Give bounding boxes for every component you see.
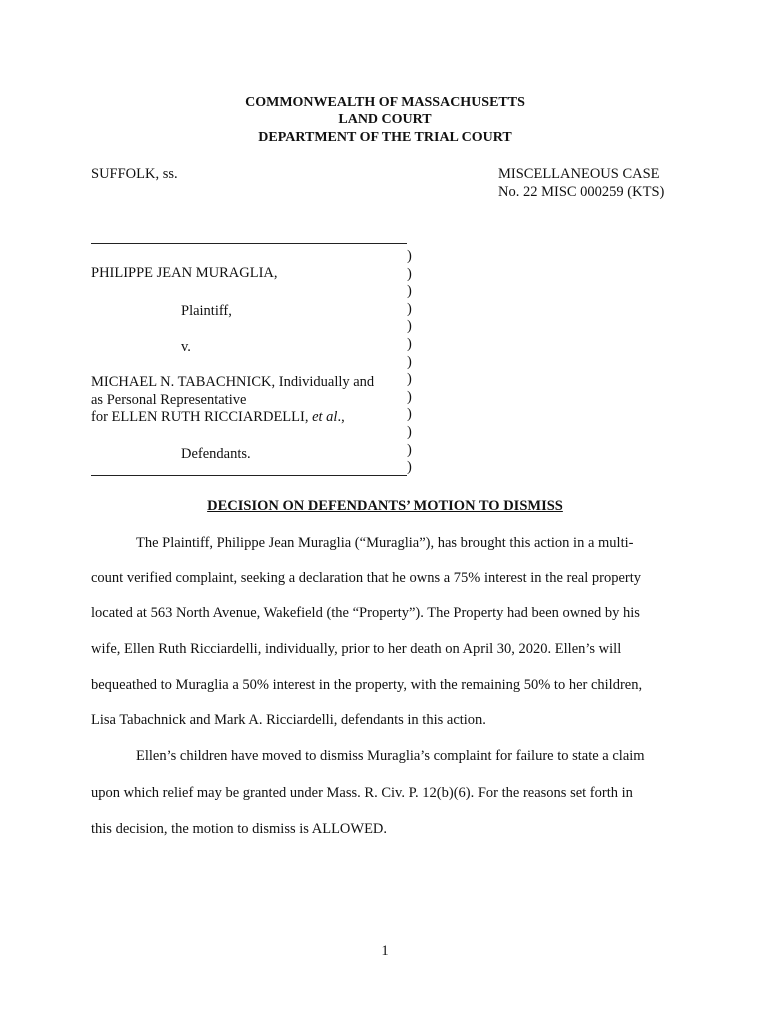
body-line: upon which relief may be granted under Mass. R. Civ. P. 12(b)(6). For the reasons set forth in <box>91 785 633 801</box>
body-line: wife, Ellen Ruth Ricciardelli, individually, prior to her death on April 30, 2020. Ellen’s will <box>91 641 622 657</box>
caption-parentheses <box>407 248 412 477</box>
court-header-commonwealth: COMMONWEALTH OF MASSACHUSETTS <box>245 95 525 110</box>
versus: v. <box>181 339 191 355</box>
case-type: MISCELLANEOUS CASE <box>498 166 660 182</box>
defendant-line-2: as Personal Representative <box>91 392 247 408</box>
caption-paren: ) <box>407 283 412 300</box>
body-line: this decision, the motion to dismiss is ALLOWED. <box>91 821 388 837</box>
plaintiff-name: PHILIPPE JEAN MURAGLIA, <box>91 265 278 281</box>
caption-paren: ) <box>407 335 412 352</box>
caption-paren: ) <box>407 371 412 388</box>
plaintiff-role: Plaintiff, <box>181 303 232 319</box>
caption-paren: ) <box>407 388 412 405</box>
caption-paren: ) <box>407 248 412 264</box>
court-header-land-court: LAND COURT <box>338 112 432 127</box>
caption-paren: ) <box>407 459 412 476</box>
defendant-line-1: MICHAEL N. TABACHNICK, Individually and <box>91 374 375 390</box>
defendant-line-3-prefix: for ELLEN RUTH RICCIARDELLI, <box>91 409 313 425</box>
body-line: count verified complaint, seeking a declaration that he owns a 75% interest in the real property <box>91 570 642 586</box>
caption-paren: ) <box>407 441 412 458</box>
body-line: Lisa Tabachnick and Mark A. Ricciardelli, defendants in this action. <box>91 712 486 728</box>
caption-paren: ) <box>407 353 412 370</box>
venue: SUFFOLK, ss. <box>91 166 178 182</box>
caption-paren: ) <box>407 265 412 282</box>
body-line: Ellen’s children have moved to dismiss Muraglia’s complaint for failure to state a claim <box>136 748 645 764</box>
page-number: 1 <box>381 943 389 959</box>
body-line: The Plaintiff, Philippe Jean Muraglia (“Muraglia”), has brought this action in a multi- <box>136 535 634 551</box>
defendant-line-3-suffix: ., <box>337 409 345 425</box>
defendant-line-3 <box>91 409 345 426</box>
caption-paren: ) <box>407 300 412 317</box>
defendant-role: Defendants. <box>181 446 251 462</box>
court-header-department: DEPARTMENT OF THE TRIAL COURT <box>258 130 512 145</box>
caption-top-rule <box>91 243 407 244</box>
caption-paren: ) <box>407 423 412 440</box>
caption-paren: ) <box>407 318 412 335</box>
case-number: No. 22 MISC 000259 (KTS) <box>498 184 665 200</box>
caption-paren: ) <box>407 406 412 423</box>
caption-bottom-rule <box>91 475 407 476</box>
decision-title: DECISION ON DEFENDANTS’ MOTION TO DISMISS <box>207 498 563 514</box>
et-al: et al <box>312 409 338 425</box>
body-line: bequeathed to Muraglia a 50% interest in the property, with the remaining 50% to her children, <box>91 677 643 693</box>
body-line: located at 563 North Avenue, Wakefield (the “Property”). The Property had been owned by his <box>91 605 640 621</box>
